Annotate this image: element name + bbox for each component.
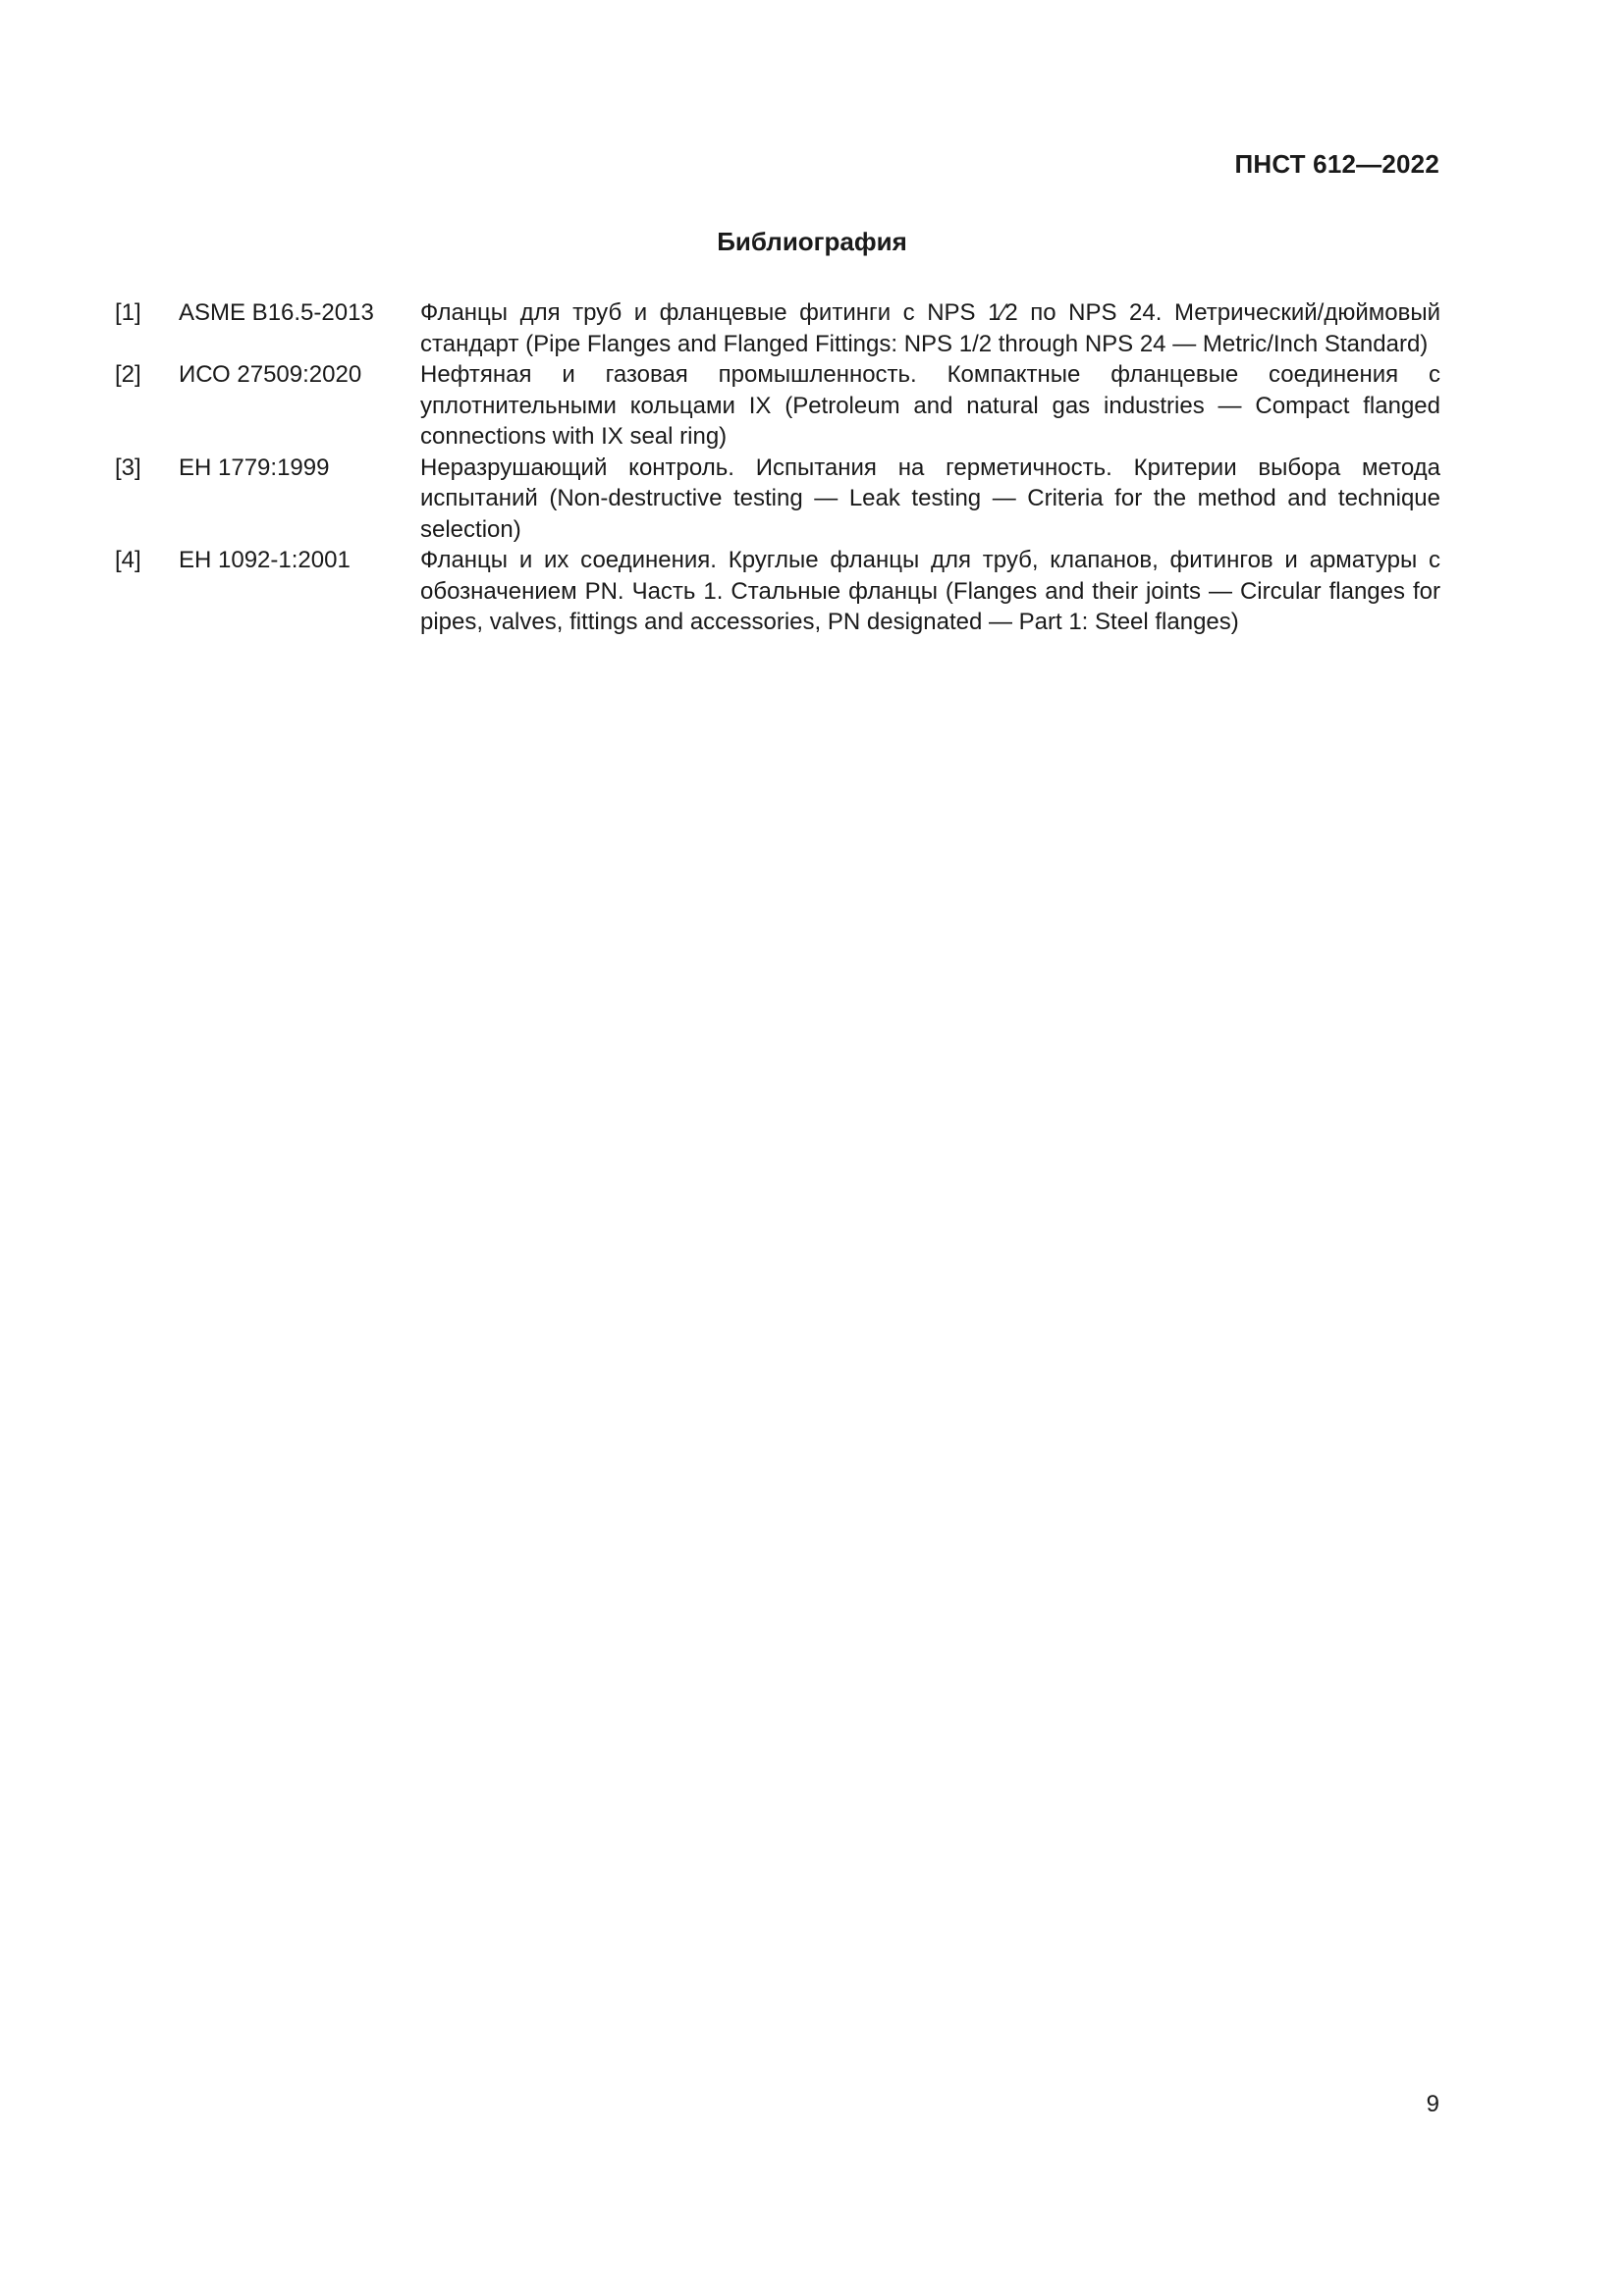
entry-number: [1] — [115, 299, 141, 326]
page-number: 9 — [1426, 2091, 1439, 2117]
entry-standard-code: ЕН 1092-1:2001 — [179, 547, 351, 573]
entry-title: Неразрушающий контроль. Испытания на герметичность. Критерии выбора метода испытаний (Non-destructive testing — Leak testing — Criteria for the method and technique selection) — [420, 454, 1440, 543]
entry-number: [4] — [115, 547, 141, 573]
document-code: ПНСТ 612—2022 — [1234, 149, 1439, 179]
bibliography-entry — [115, 545, 1440, 638]
entry-number: [2] — [115, 361, 141, 388]
entry-title: Нефтяная и газовая промышленность. Компактные фланцевые соединения с уплотнительными кольцами IX (Petroleum and natural gas industries — Compact flanged connections with IX seal ring) — [420, 361, 1440, 450]
bibliography-entry — [115, 297, 1440, 359]
entry-number: [3] — [115, 454, 141, 481]
entry-standard-code: ИСО 27509:2020 — [179, 361, 362, 388]
bibliography-entry — [115, 359, 1440, 453]
entry-title: Фланцы и их соединения. Круглые фланцы для труб, клапанов, фитингов и арматуры с обозначением PN. Часть 1. Стальные фланцы (Flanges and their joints — Circular flanges for pipes, valves, fittings and accessories, PN designated — Part 1: Steel flanges) — [420, 547, 1440, 635]
section-title: Библиография — [717, 227, 907, 256]
entry-title: Фланцы для труб и фланцевые фитинги с NPS 1⁄2 по NPS 24. Метрический/дюймовый стандарт (Pipe Flanges and Flanged Fittings: NPS 1/2 through NPS 24 — Metric/Inch Standard) — [420, 299, 1440, 357]
bibliography-list — [115, 297, 1440, 638]
entry-standard-code: ЕН 1779:1999 — [179, 454, 330, 481]
entry-standard-code: ASME B16.5-2013 — [179, 299, 374, 326]
bibliography-entry — [115, 453, 1440, 546]
